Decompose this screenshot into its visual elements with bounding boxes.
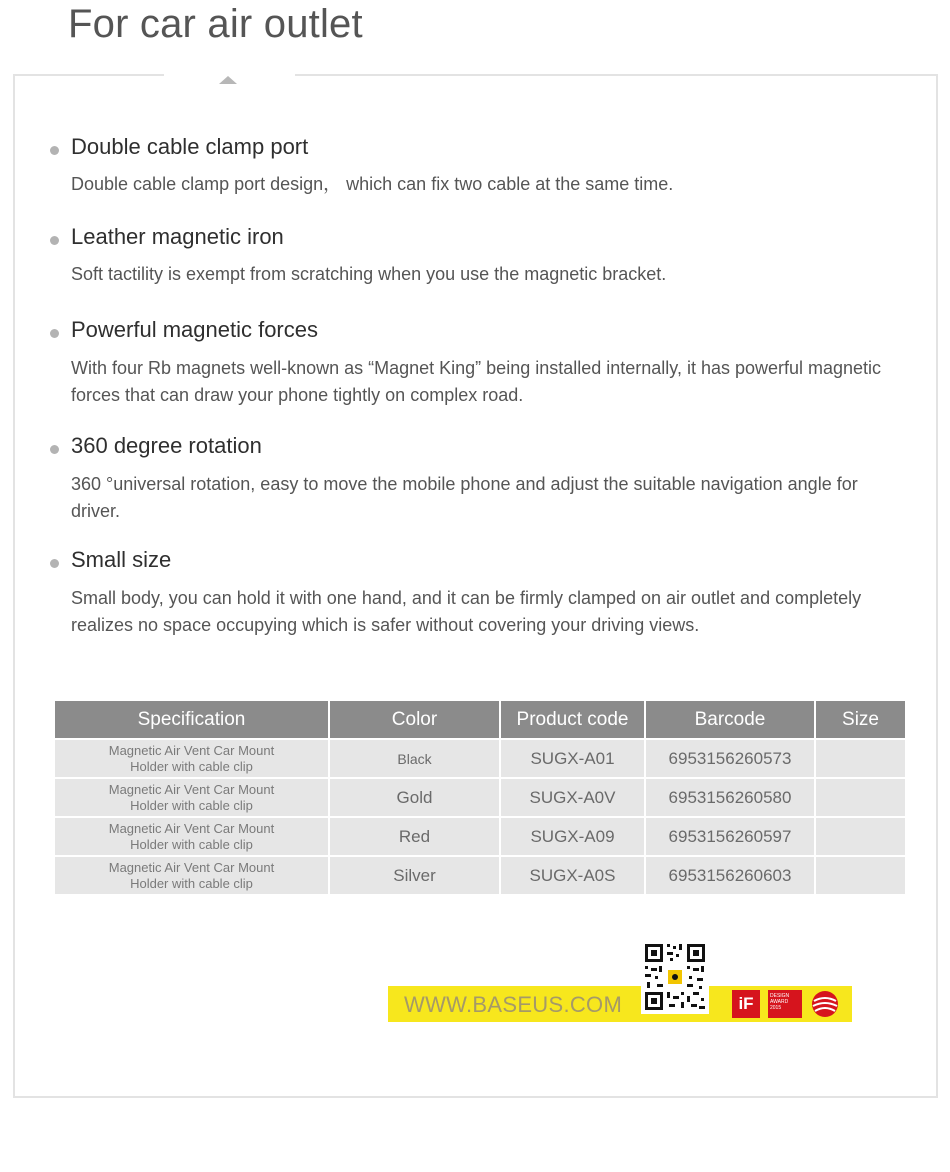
spec-line: Holder with cable clip: [130, 836, 253, 852]
feature-heading: Leather magnetic iron: [71, 224, 284, 249]
cell-color: Red: [330, 818, 499, 855]
header-specification: Specification: [55, 701, 328, 738]
header-size: Size: [816, 701, 905, 738]
cell-barcode: 6953156260597: [646, 818, 814, 855]
table-row: [55, 779, 905, 816]
bullet-icon: [50, 236, 59, 245]
bullet-icon: [50, 329, 59, 338]
table-row: [55, 818, 905, 855]
cell-barcode: 6953156260603: [646, 857, 814, 894]
feature-heading: Double cable clamp port: [71, 134, 309, 159]
cell-color: Black: [330, 740, 499, 777]
feature-heading: 360 degree rotation: [71, 433, 262, 458]
award-text: AWARD: [770, 999, 789, 1005]
bullet-icon: [50, 559, 59, 568]
cell-size: [816, 740, 905, 777]
spec-line: Magnetic Air Vent Car Mount: [108, 742, 275, 758]
cell-barcode: 6953156260573: [646, 740, 814, 777]
cell-specification: [55, 740, 328, 777]
cell-size: [816, 779, 905, 816]
header-barcode: Barcode: [646, 701, 814, 738]
table-row: [55, 857, 905, 894]
table-header-row: [55, 701, 905, 738]
spec-line: Magnetic Air Vent Car Mount: [108, 781, 275, 797]
cell-specification: [55, 779, 328, 816]
bullet-icon: [50, 445, 59, 454]
spec-line: Holder with cable clip: [130, 875, 253, 891]
cell-specification: [55, 857, 328, 894]
cell-color: Gold: [330, 779, 499, 816]
cell-specification: [55, 818, 328, 855]
award-text: 2015: [770, 1005, 782, 1011]
feature-description: Small body, you can hold it with one hand, and it can be firmly clamped on air outlet and completely realizes no space occupying which is safer without covering your driving views.: [71, 588, 862, 635]
feature-heading: Small size: [71, 547, 172, 572]
table-row: [55, 740, 905, 777]
specification-table: [53, 699, 907, 896]
bullet-icon: [50, 146, 59, 155]
feature-description: Double cable clamp port design， which can fix two cable at the same time.: [71, 174, 674, 194]
page-title: For car air outlet: [68, 2, 363, 46]
brand-banner: [388, 986, 852, 1022]
if-design-award-logo: iF: [732, 990, 760, 1018]
cell-size: [816, 857, 905, 894]
feature-description: 360 °universal rotation, easy to move the mobile phone and adjust the suitable navigation angle for driver.: [71, 474, 858, 521]
cell-product-code: SUGX-A0V: [501, 779, 644, 816]
cell-barcode: 6953156260580: [646, 779, 814, 816]
spec-line: Holder with cable clip: [130, 797, 253, 813]
feature-heading: Powerful magnetic forces: [71, 317, 318, 342]
feature-description: With four Rb magnets well-known as “Magnet King” being installed internally, it has powerful magnetic forces that can draw your phone tightly on complex road.: [71, 358, 882, 405]
cell-size: [816, 818, 905, 855]
feature-description: Soft tactility is exempt from scratching when you use the magnetic bracket.: [71, 264, 667, 284]
cell-product-code: SUGX-A01: [501, 740, 644, 777]
website-link[interactable]: WWW.BASEUS.COM: [404, 992, 623, 1017]
design-award-badge: [768, 990, 802, 1018]
spec-line: Magnetic Air Vent Car Mount: [108, 820, 275, 836]
cell-product-code: SUGX-A09: [501, 818, 644, 855]
award-text: DESIGN: [770, 993, 790, 999]
cell-color: Silver: [330, 857, 499, 894]
header-color: Color: [330, 701, 499, 738]
feature-card: [13, 74, 938, 1098]
qr-code-icon: [641, 940, 709, 1014]
cell-product-code: SUGX-A0S: [501, 857, 644, 894]
spec-line: Magnetic Air Vent Car Mount: [108, 859, 275, 875]
spec-line: Holder with cable clip: [130, 758, 253, 774]
header-product-code: Product code: [501, 701, 644, 738]
caret-up-icon: [219, 76, 237, 84]
red-dot-logo: [810, 989, 840, 1019]
